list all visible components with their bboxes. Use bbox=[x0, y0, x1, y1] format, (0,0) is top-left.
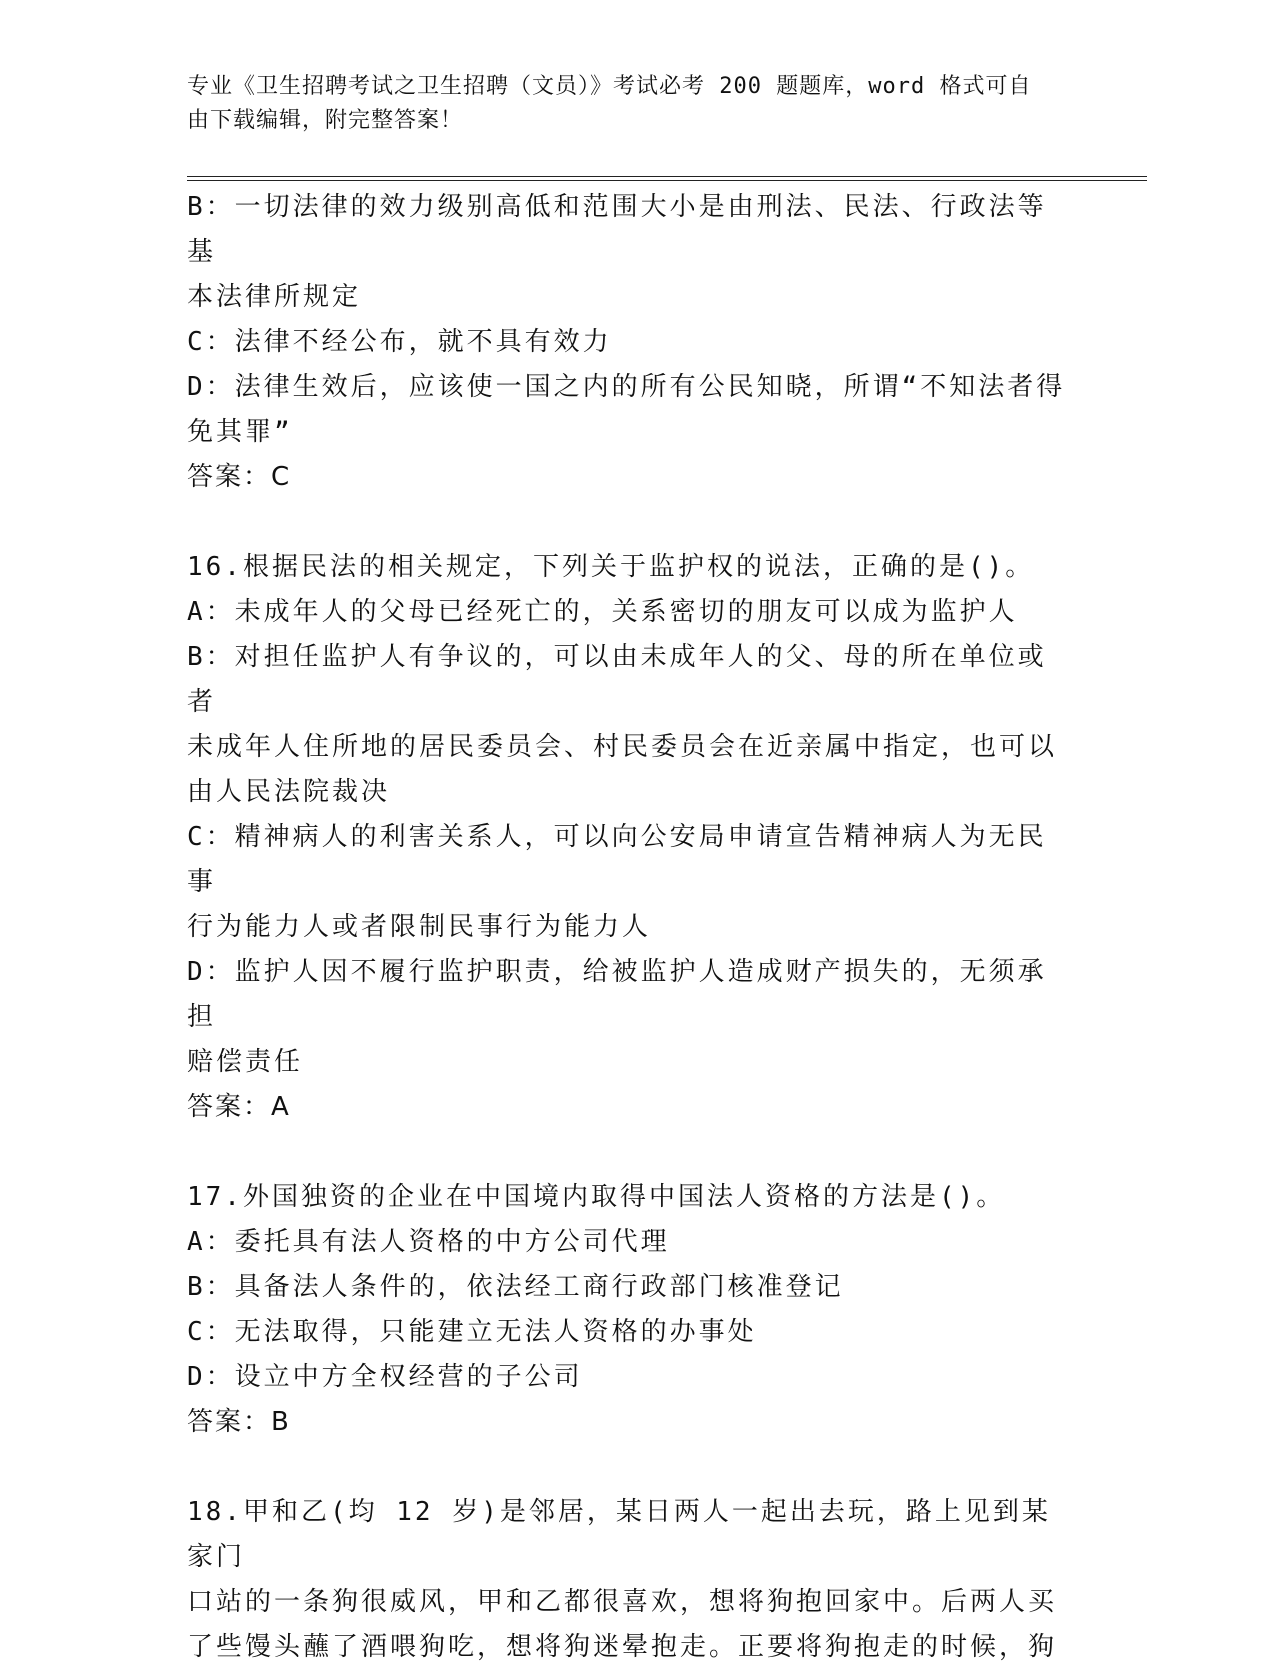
answer: 答案：A bbox=[187, 1092, 291, 1122]
option-d: D：设立中方全权经营的子公司 bbox=[187, 1362, 583, 1392]
document-body bbox=[187, 185, 1067, 1670]
question-stem-line-3: 了些馒头蘸了酒喂狗吃，想将狗迷晕抱走。正要将狗抱走的时候，狗 bbox=[187, 1632, 1058, 1662]
option-d-line-1: D：监护人因不履行监护职责，给被监护人造成财产损失的，无须承担 bbox=[187, 957, 1047, 1032]
header-line-1: 专业《卫生招聘考试之卫生招聘（文员）》考试必考 200 题题库，word 格式可自 bbox=[187, 74, 1032, 99]
option-b-line-2: 未成年人住所地的居民委员会、村民委员会在近亲属中指定，也可以 bbox=[187, 732, 1058, 762]
question-stem-line-1: 18.甲和乙(均 12 岁)是邻居，某日两人一起出去玩，路上见到某家门 bbox=[187, 1497, 1051, 1572]
option-b-line-1: B：一切法律的效力级别高低和范围大小是由刑法、民法、行政法等基 bbox=[187, 192, 1047, 267]
header-divider bbox=[187, 176, 1147, 181]
spacer bbox=[187, 1445, 1067, 1490]
spacer bbox=[187, 1130, 1067, 1175]
header-line-2: 由下载编辑，附完整答案！ bbox=[187, 108, 464, 133]
question-15 bbox=[187, 185, 1067, 500]
option-d-line-1: D：法律生效后，应该使一国之内的所有公民知晓，所谓“不知法者得 bbox=[187, 372, 1066, 402]
question-stem: 17.外国独资的企业在中国境内取得中国法人资格的方法是()。 bbox=[187, 1182, 1006, 1212]
question-16 bbox=[187, 545, 1067, 1130]
option-a: A：委托具有法人资格的中方公司代理 bbox=[187, 1227, 670, 1257]
question-stem: 16.根据民法的相关规定，下列关于监护权的说法，正确的是()。 bbox=[187, 552, 1035, 582]
question-18 bbox=[187, 1490, 1067, 1670]
option-c: C：无法取得，只能建立无法人资格的办事处 bbox=[187, 1317, 757, 1347]
spacer bbox=[187, 500, 1067, 545]
option-d-line-2: 赔偿责任 bbox=[187, 1047, 304, 1077]
answer: 答案：B bbox=[187, 1407, 291, 1437]
option-b-line-3: 由人民法院裁决 bbox=[187, 777, 391, 807]
option-b-line-1: B：对担任监护人有争议的，可以由未成年人的父、母的所在单位或者 bbox=[187, 642, 1047, 717]
option-a: A：未成年人的父母已经死亡的，关系密切的朋友可以成为监护人 bbox=[187, 597, 1018, 627]
option-c-line-2: 行为能力人或者限制民事行为能力人 bbox=[187, 912, 652, 942]
option-d-line-2: 免其罪” bbox=[187, 417, 293, 447]
option-b: B：具备法人条件的，依法经工商行政部门核准登记 bbox=[187, 1272, 844, 1302]
page-header bbox=[187, 70, 1067, 138]
option-b-line-2: 本法律所规定 bbox=[187, 282, 362, 312]
option-c: C：法律不经公布，就不具有效力 bbox=[187, 327, 612, 357]
option-c-line-1: C：精神病人的利害关系人，可以向公安局申请宣告精神病人为无民事 bbox=[187, 822, 1047, 897]
question-17 bbox=[187, 1175, 1067, 1445]
question-stem-line-2: 口站的一条狗很威风，甲和乙都很喜欢，想将狗抱回家中。后两人买 bbox=[187, 1587, 1058, 1617]
answer: 答案：C bbox=[187, 462, 292, 492]
